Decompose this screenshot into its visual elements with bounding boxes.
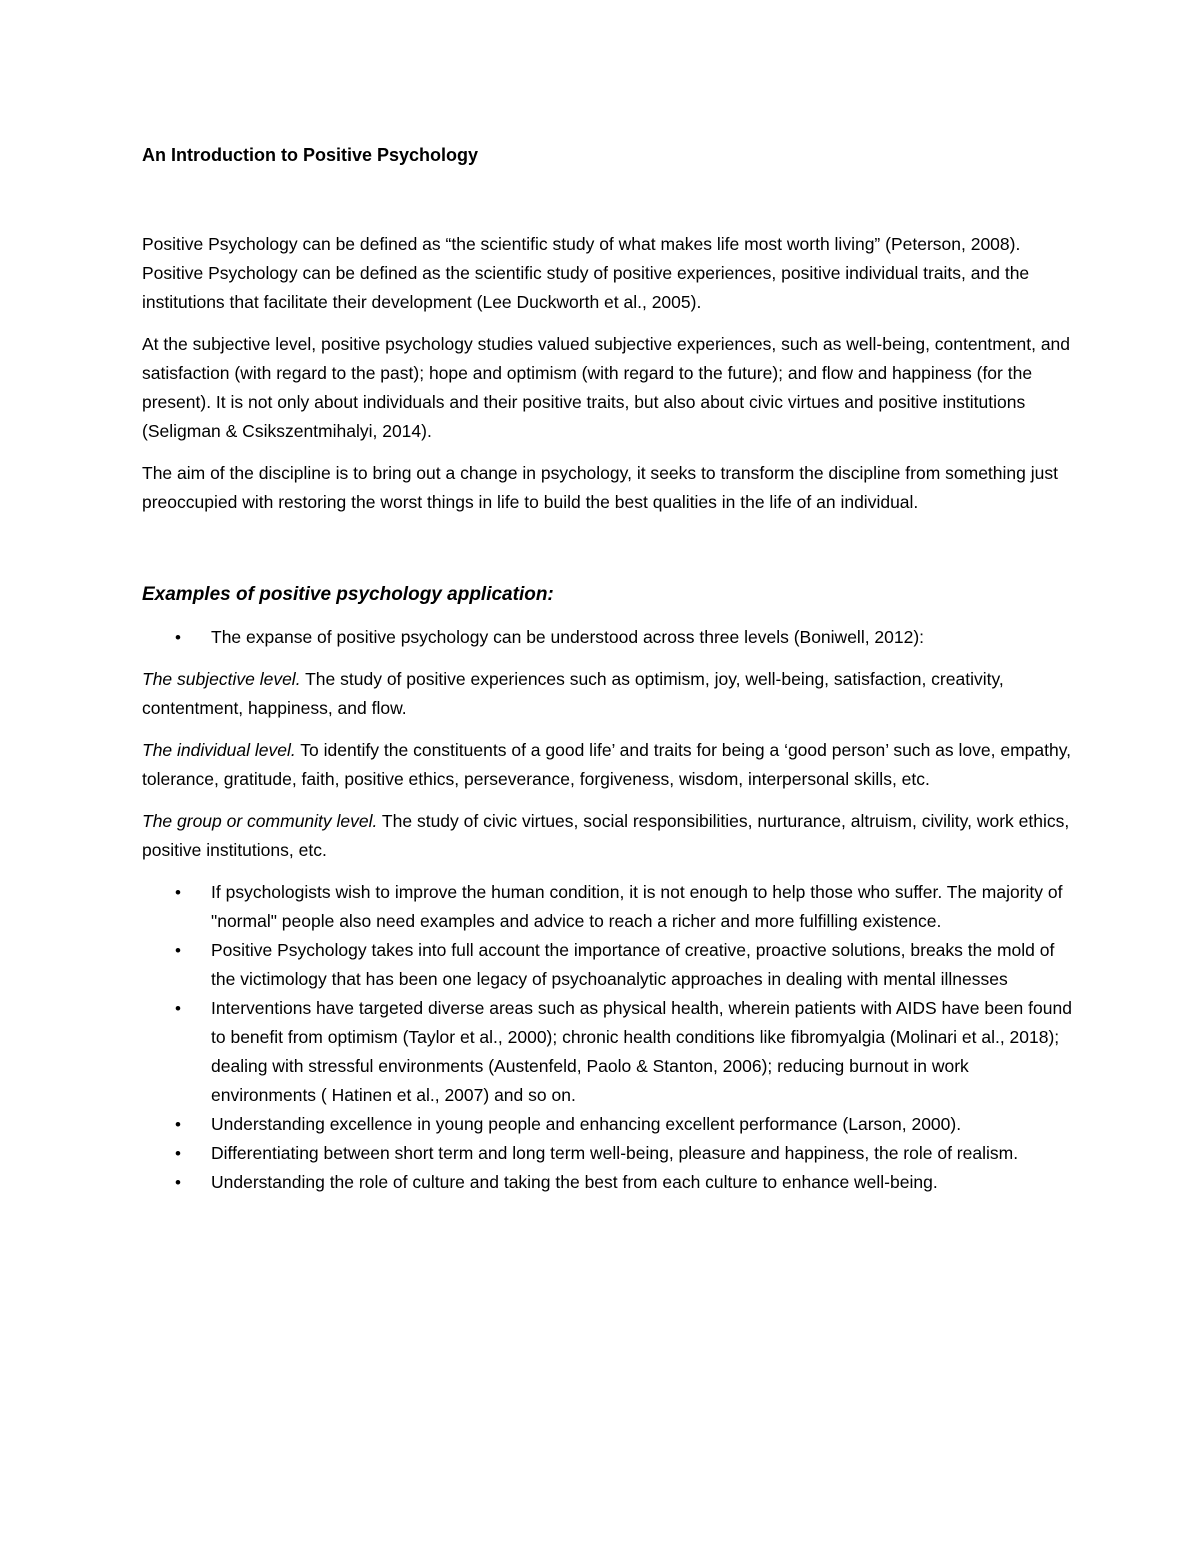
level-text: To identify the constituents of a good life’ and traits for being a ‘good person’ such as love, empathy, tolerance, gratitude, faith, positive ethics, perseverance, forgiveness, wisdom, interpersonal skills, etc.	[142, 740, 1072, 789]
bullet-text: The expanse of positive psychology can be understood across three levels (Boniwell, 2012):	[211, 627, 925, 647]
intro-paragraph: The aim of the discipline is to bring out a change in psychology, it seeks to transform the discipline from something just preoccupied with restoring the worst things in life to build the best qualities in the life of an individual.	[142, 463, 1058, 512]
bullet-icon: •	[175, 1115, 181, 1134]
document-title: An Introduction to Positive Psychology	[142, 145, 479, 165]
bullet-icon: •	[175, 1173, 181, 1192]
level-label: The subjective level.	[142, 669, 301, 689]
bullet-icon: •	[175, 628, 181, 647]
bullet-item	[142, 1139, 1072, 1168]
intro-paragraph: Positive Psychology can be defined as “the scientific study of what makes life most worth living” (Peterson, 2008). Positive Psychology can be defined as the scientific study of positive experiences, positive individual traits, and the institutions that facilitate their development (Lee Duckworth et al., 2005).	[142, 234, 1030, 312]
bullet-text: Understanding the role of culture and taking the best from each culture to enhance well-being.	[211, 1172, 938, 1192]
level-text: The study of civic virtues, social responsibilities, nurturance, altruism, civility, work ethics, positive institutions, etc.	[142, 811, 1070, 860]
bullet-item	[142, 1168, 1072, 1197]
bullet-text: Interventions have targeted diverse areas such as physical health, wherein patients with AIDS have been found to benefit from optimism (Taylor et al., 2000); chronic health conditions like fibromyalgia (Molinari et al., 2018); dealing with stressful environments (Austenfeld, Paolo & Stanton, 2006); reducing burnout in work environments ( Hatinen et al., 2007) and so on.	[211, 998, 1072, 1105]
level-label: The individual level.	[142, 740, 296, 760]
bullet-icon: •	[175, 1144, 181, 1163]
intro-paragraph: At the subjective level, positive psychology studies valued subjective experiences, such as well-being, contentment, and satisfaction (with regard to the past); hope and optimism (with regard to the future); and flow and happiness (for the present). It is not only about individuals and their positive traits, but also about civic virtues and positive institutions (Seligman & Csikszentmihalyi, 2014).	[142, 334, 1071, 441]
level-text: The study of positive experiences such as optimism, joy, well-being, satisfaction, creativity, contentment, happiness, and flow.	[142, 669, 1004, 718]
bullet-list-main	[142, 878, 1072, 1197]
bullet-list-intro	[142, 623, 1072, 652]
bullet-item	[142, 936, 1072, 994]
bullet-text: Positive Psychology takes into full account the importance of creative, proactive solutions, breaks the mold of the victimology that has been one legacy of psychoanalytic approaches in dealing with mental illnesses	[211, 940, 1055, 989]
document-page	[142, 140, 1072, 1197]
bullet-text: Understanding excellence in young people and enhancing excellent performance (Larson, 2000).	[211, 1114, 962, 1134]
level-paragraph-group	[142, 807, 1072, 865]
level-label: The group or community level.	[142, 811, 378, 831]
bullet-text: If psychologists wish to improve the human condition, it is not enough to help those who suffer. The majority of "normal" people also need examples and advice to reach a richer and more fulfilling existence.	[211, 882, 1063, 931]
bullet-item	[142, 878, 1072, 936]
bullet-icon: •	[175, 999, 181, 1018]
level-paragraph-subjective	[142, 665, 1072, 723]
bullet-text: Differentiating between short term and long term well-being, pleasure and happiness, the role of realism.	[211, 1143, 1019, 1163]
bullet-icon: •	[175, 883, 181, 902]
bullet-icon: •	[175, 941, 181, 960]
bullet-item	[142, 1110, 1072, 1139]
bullet-item	[142, 994, 1072, 1110]
section-heading: Examples of positive psychology application:	[142, 584, 554, 605]
bullet-item	[142, 623, 1072, 652]
level-paragraph-individual	[142, 736, 1072, 794]
